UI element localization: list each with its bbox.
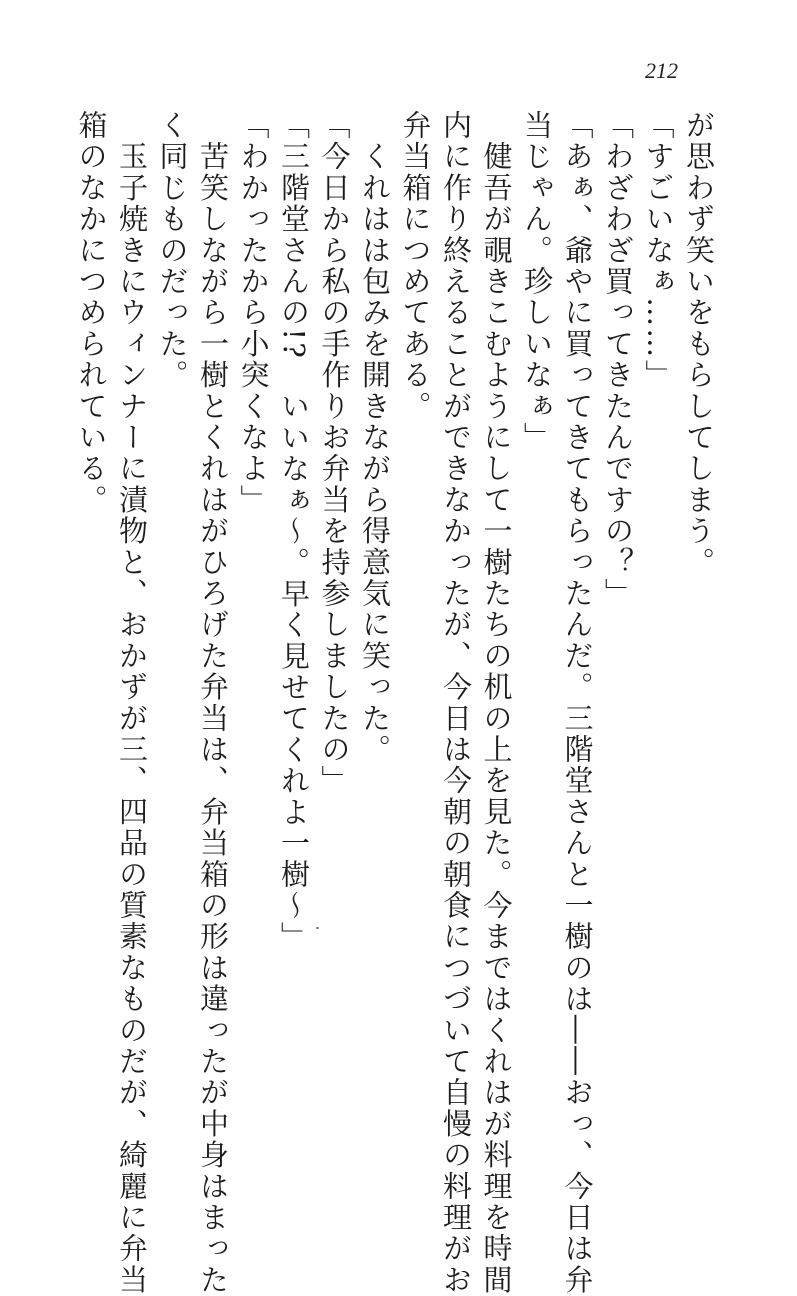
- text-line: 「わかったから小突くなよ」: [236, 110, 271, 516]
- text-line: く同じものだった。: [155, 110, 190, 391]
- text-line: 「すごいなぁ……」: [641, 110, 676, 391]
- text-line: 箱のなかにつめられている。: [74, 110, 109, 516]
- text-line: 内に作り終えることができなかったが、今日は今朝の朝食につづいて自慢の料理がお: [439, 110, 473, 1296]
- text-line: 「三階堂さんの!? いいなぁ～。早く見せてくれよ一樹～」: [277, 110, 311, 953]
- text-line: くれはは包みを開きながら得意気に笑った。: [358, 110, 392, 766]
- text-line: 「今日から私の手作りお弁当を持参しましたの」: [317, 110, 352, 797]
- text-line: 弁当箱につめてある。: [398, 110, 433, 422]
- page-number: 212: [645, 58, 678, 83]
- text-line: 苦笑しながら一樹とくれはがひろげた弁当は、弁当箱の形は違ったが中身はまった: [196, 110, 230, 1296]
- text-line: 「わざわざ買ってきたんですの？」: [601, 110, 635, 610]
- text-line: が思わず笑いをもらしてしまう。: [682, 110, 716, 578]
- text-line: 当じゃん。珍しいなぁ」: [520, 110, 554, 454]
- text-line: 健吾が覗きこむようにして一樹たちの机の上を見た。今まではくれはが料理を時間: [479, 110, 514, 1296]
- text-line: 玉子焼きにウィンナーに漬物と、おかずが三、四品の質素なものだが、綺麗に弁当: [115, 110, 149, 1296]
- scan-speck: [316, 927, 319, 929]
- text-line: 「あぁ、爺やに買ってきてもらったんだ。三階堂さんと一樹のは――おっ、今日は弁: [560, 110, 595, 1296]
- body-text: [71, 110, 719, 1296]
